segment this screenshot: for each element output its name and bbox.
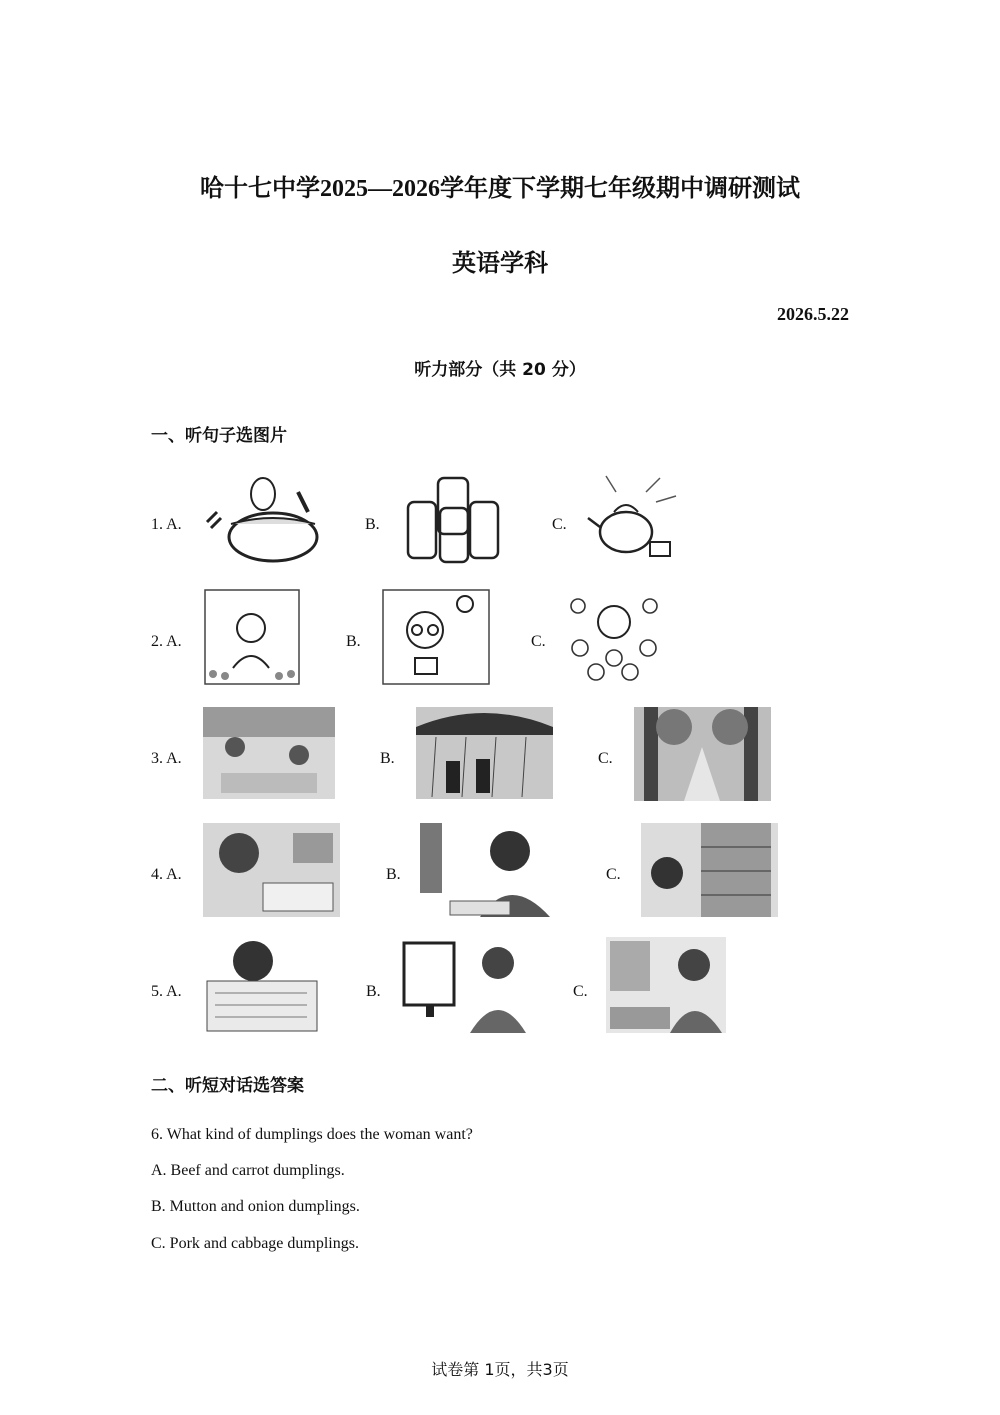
q2-c-label: C. bbox=[531, 633, 546, 650]
q5-c-label: C. bbox=[573, 983, 588, 1000]
title-part1: 哈十七中学 bbox=[200, 174, 320, 202]
q1-label: 1. A. bbox=[151, 516, 182, 533]
q3-c-label: C. bbox=[598, 750, 613, 767]
page-title bbox=[0, 168, 1000, 203]
q1-c-label: C. bbox=[552, 516, 567, 533]
q2-b-label: B. bbox=[346, 633, 361, 650]
girl-drawing-icon bbox=[203, 823, 340, 917]
rainy-street-icon bbox=[416, 707, 553, 799]
woman-newspaper-icon bbox=[203, 937, 321, 1033]
girl-shelf-icon bbox=[641, 823, 778, 917]
q1-b-label: B. bbox=[365, 516, 380, 533]
teapot-icon bbox=[586, 472, 684, 564]
subject-title: 英语学科 bbox=[452, 249, 548, 277]
woman-kitchen-icon bbox=[606, 937, 726, 1033]
section2-heading: 二、听短对话选答案 bbox=[151, 1076, 304, 1096]
question-6: 6. What kind of dumplings does the woman want? bbox=[151, 1126, 473, 1143]
boy-eating-icon bbox=[203, 588, 301, 686]
woman-computer-icon bbox=[400, 937, 528, 1033]
q2-label: 2. A. bbox=[151, 633, 182, 650]
q5-label: 5. A. bbox=[151, 983, 182, 1000]
picnic-scene-icon bbox=[203, 707, 335, 799]
boy-with-candy-icon bbox=[566, 586, 662, 686]
boy-with-cup-icon bbox=[381, 588, 491, 686]
section1-heading: 一、听句子选图片 bbox=[151, 426, 287, 446]
exam-date: 2026.5.22 bbox=[777, 304, 849, 324]
q4-label: 4. A. bbox=[151, 866, 182, 883]
listening-heading: 听力部分（共 20 分） bbox=[414, 360, 586, 380]
page-footer: 试卷第 1页，共3页 bbox=[431, 1360, 569, 1379]
option-c: C. Pork and cabbage dumplings. bbox=[151, 1235, 359, 1252]
title-years: 2025—2026 bbox=[320, 176, 440, 202]
forest-path-icon bbox=[634, 707, 771, 801]
soup-bowl-icon bbox=[203, 472, 321, 564]
q3-label: 3. A. bbox=[151, 750, 182, 767]
q5-b-label: B. bbox=[366, 983, 381, 1000]
option-a: A. Beef and carrot dumplings. bbox=[151, 1162, 345, 1179]
girl-writing-icon bbox=[420, 823, 560, 917]
q4-c-label: C. bbox=[606, 866, 621, 883]
q3-b-label: B. bbox=[380, 750, 395, 767]
title-part2: 学年度下学期七年级期中调研测试 bbox=[440, 174, 800, 202]
soda-cans-icon bbox=[400, 472, 506, 564]
q4-b-label: B. bbox=[386, 866, 401, 883]
option-b: B. Mutton and onion dumplings. bbox=[151, 1198, 360, 1215]
